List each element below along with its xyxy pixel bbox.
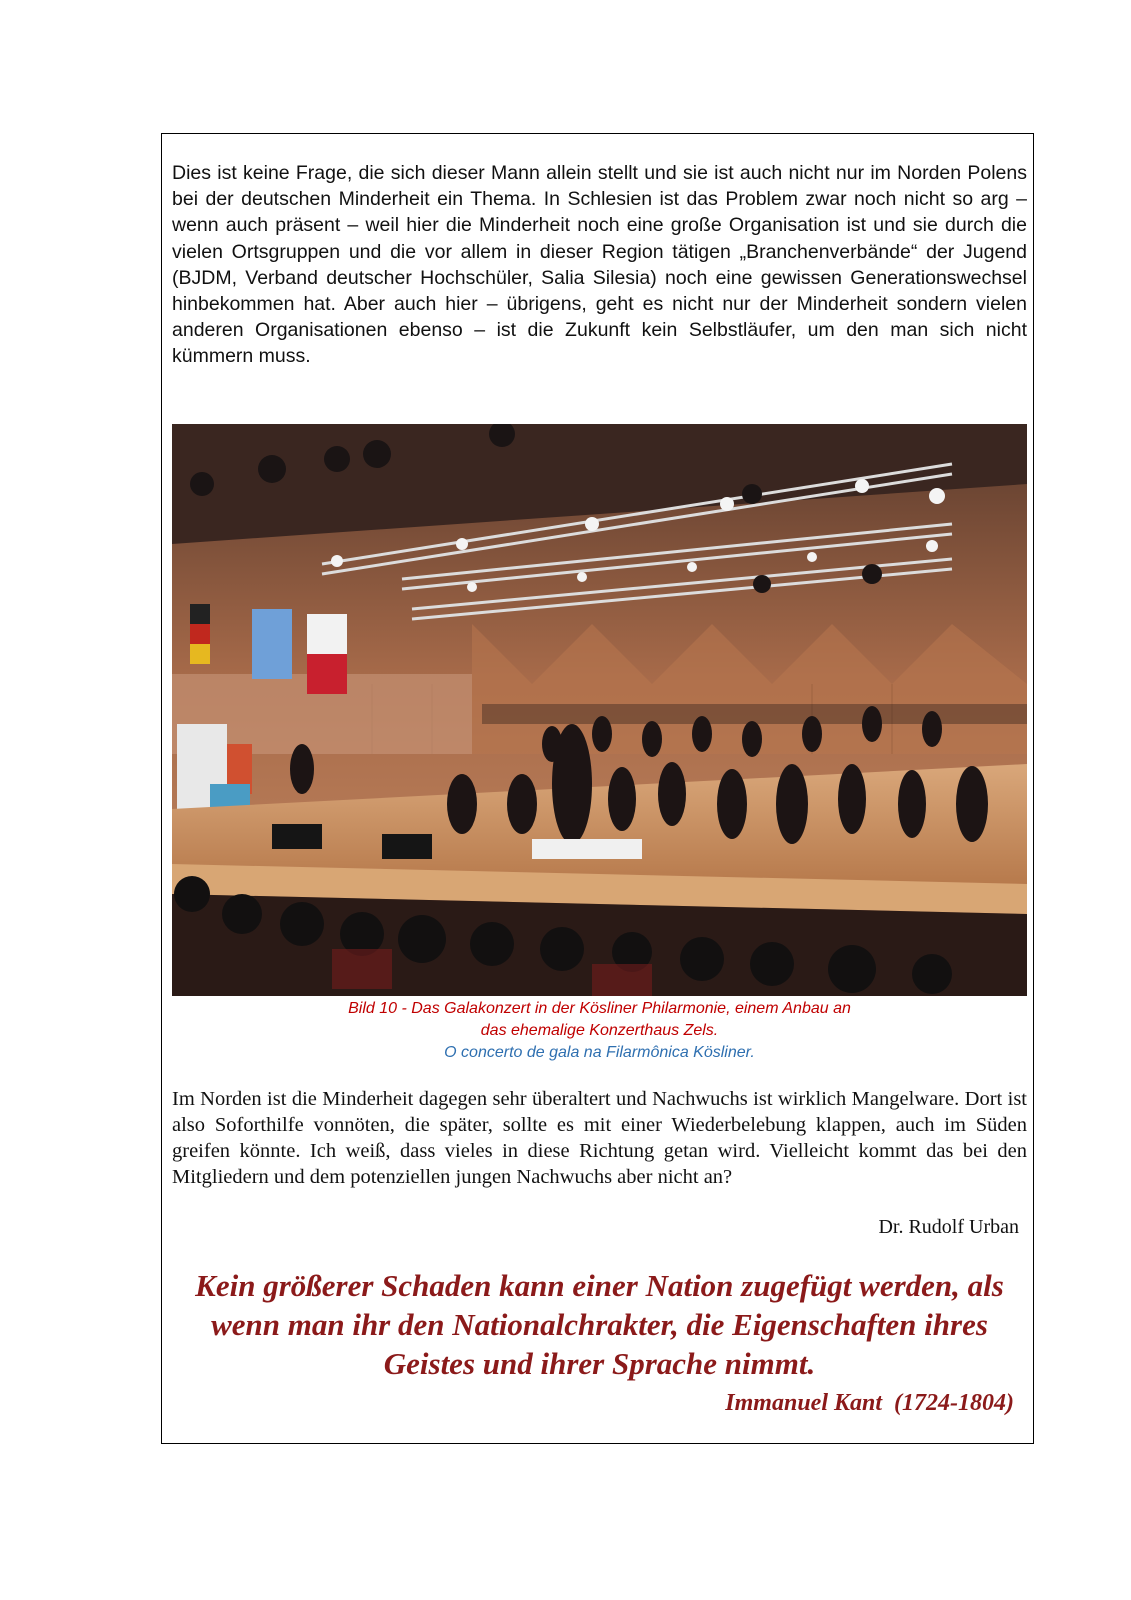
article-author: Dr. Rudolf Urban xyxy=(878,1216,1019,1238)
second-paragraph: Im Norden ist die Minderheit dagegen sehr überaltert und Nachwuchs ist wirklich Mangelware. Dort ist also Soforthilfe vonnöten, die später, sollte es mit einer Wiederbelebung klappen, auch im Süden greifen könnte. Ich weiß, dass vieles in diese Richtung getan wird. Vielleicht kommt das bei den Mitgliedern und dem potenziellen jungen Nachwuchs aber nicht an? xyxy=(172,1088,1027,1188)
quote-attribution: Immanuel Kant (1724-1804) xyxy=(725,1390,1014,1416)
caption-line-1: Bild 10 - Das Galakonzert in der Kösliner Philarmonie, einem Anbau an xyxy=(348,1000,851,1017)
concert-photo xyxy=(172,424,1027,996)
photo-caption xyxy=(172,998,1027,1064)
intro-paragraph: Dies ist keine Frage, die sich dieser Mann allein stellt und sie ist auch nicht nur im Norden Polens bei der deutschen Minderheit ein Thema. In Schlesien ist das Problem zwar noch nicht so arg – wenn auch präsent – weil hier die Minderheit noch eine große Organisation ist und sie durch die vielen Ortsgruppen und die vor allem in dieser Region tätigen „Branchenverbände“ der Jugend (BJDM, Verband deutscher Hochschüler, Salia Silesia) noch eine gewissen Generationswechsel hinbekommen hat. Aber auch hier – übrigens, geht es nicht nur der Minderheit sondern vielen anderen Organisationen ebenso – ist die Zukunft kein Selbstläufer, um den man sich nicht kümmern muss. xyxy=(172,162,1027,368)
caption-line-2: das ehemalige Konzerthaus Zels. xyxy=(480,1022,719,1039)
caption-line-3: O concerto de gala na Filarmônica Kösliner. xyxy=(444,1044,755,1061)
kant-quote: Kein größerer Schaden kann einer Nation zugefügt werden, als wenn man ihr den Nationalchrakter, die Eigenschaften ihres Geistes und ihrer Sprache nimmt. xyxy=(195,1268,1004,1381)
